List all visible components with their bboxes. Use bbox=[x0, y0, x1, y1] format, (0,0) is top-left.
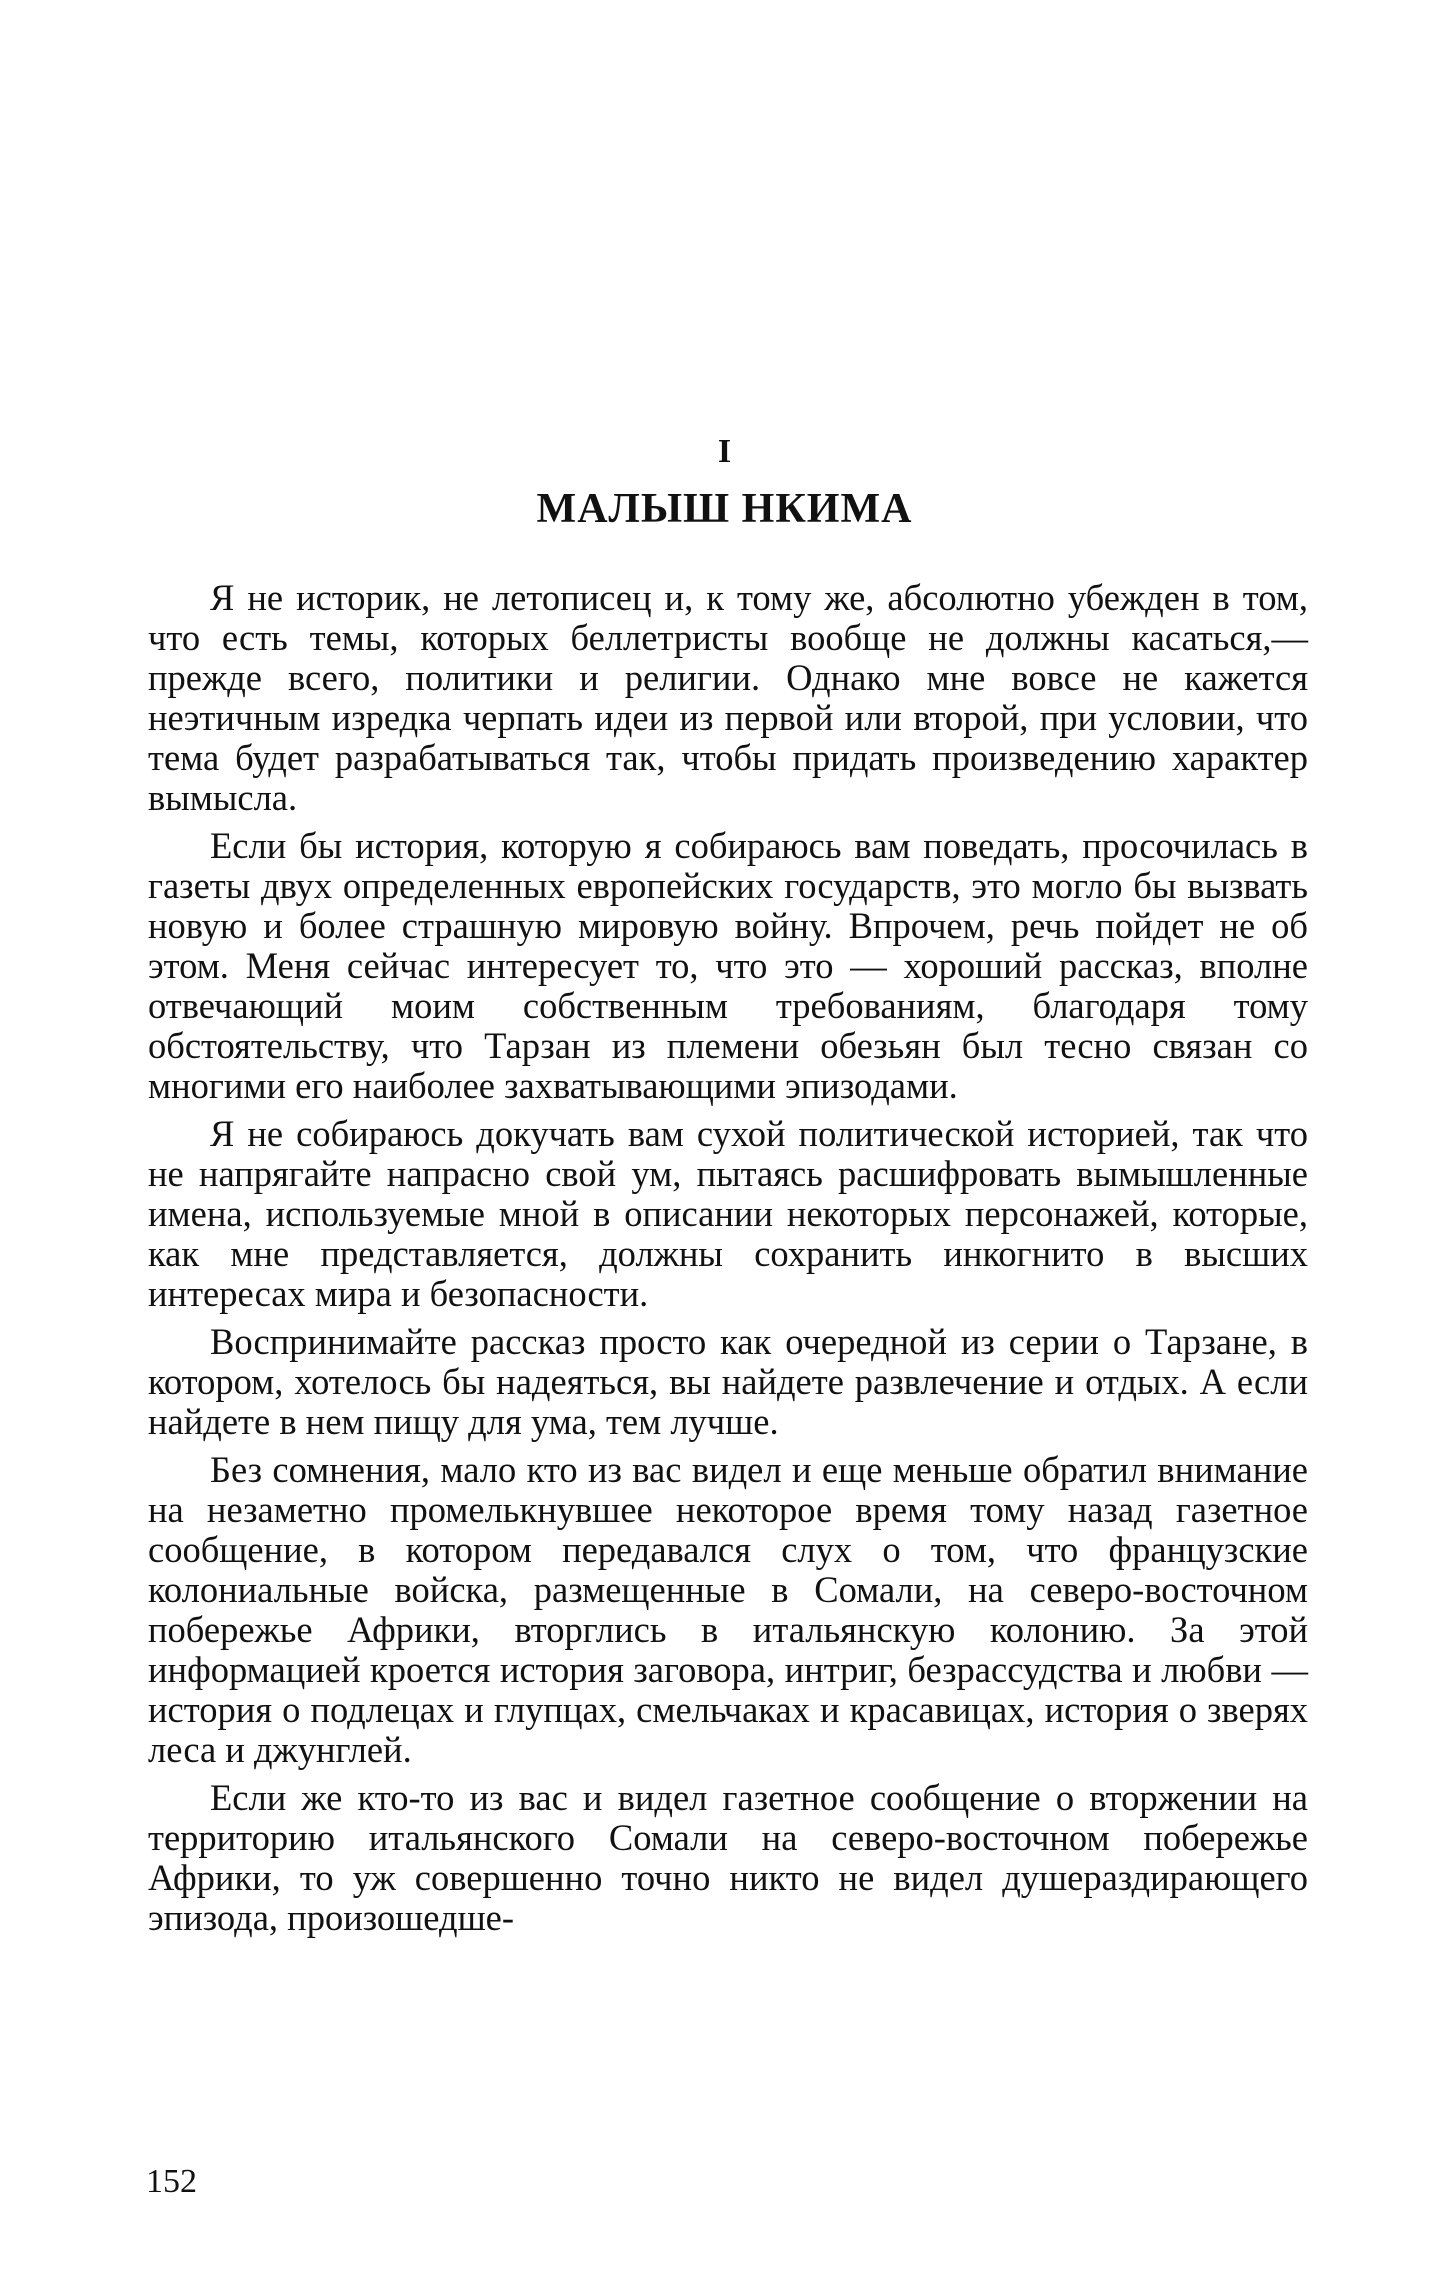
chapter-title: МАЛЫШ НКИМА bbox=[536, 486, 913, 532]
page-number: 152 bbox=[146, 2163, 197, 2200]
paragraph: Если же кто-то из вас и видел газетное сообщение о вторжении на территорию итальянского Сомали на северо-восточном побережье Африки, то уж совершенно точно никто не видел душераздирающего эпизода, произошедше- bbox=[148, 1777, 1308, 1938]
paragraph: Воспринимайте рассказ просто как очередной из серии о Тарзане, в котором, хотелось бы надеяться, вы найдете развлечение и отдых. А если найдете в нем пищу для ума, тем лучше. bbox=[148, 1321, 1308, 1442]
chapter-number: I bbox=[717, 433, 732, 470]
chapter-body bbox=[148, 578, 1308, 1946]
paragraph: Я не собираюсь докучать вам сухой политической историей, так что не напрягайте напрасно свой ум, пытаясь расшифровать вымышленные имена, используемые мной в описании некоторых персонажей, которые, как мне представляется, должны сохранить инкогнито в высших интересах мира и безопасности. bbox=[148, 1113, 1308, 1314]
paragraph: Если бы история, которую я собираюсь вам поведать, просочилась в газеты двух определенных европейских государств, это могло бы вызвать новую и более страшную мировую войну. Впрочем, речь пойдет не об этом. Меня сейчас интересует то, что это — хороший рассказ, вполне отвечающий моим собственным требованиям, благодаря тому обстоятельству, что Тарзан из племени обезьян был тесно связан со многими его наиболее захватывающими эпизодами. bbox=[148, 825, 1308, 1106]
paragraph: Без сомнения, мало кто из вас видел и еще меньше обратил внимание на незаметно промелькнувшее некоторое время тому назад газетное сообщение, в котором передавался слух о том, что французские колониальные войска, размещенные в Сомали, на северо-восточном побережье Африки, вторглись в итальянскую колонию. За этой информацией кроется история заговора, интриг, безрассудства и любви — история о подлецах и глупцах, смельчаках и красавицах, история о зверях леса и джунглей. bbox=[148, 1449, 1308, 1770]
paragraph: Я не историк, не летописец и, к тому же, абсолютно убежден в том, что есть темы, которых беллетристы вообще не должны касаться,— прежде всего, политики и религии. Однако мне вовсе не кажется неэтичным изредка черпать идеи из первой или второй, при условии, что тема будет разрабатываться так, чтобы придать произведению характер вымысла. bbox=[148, 577, 1308, 818]
